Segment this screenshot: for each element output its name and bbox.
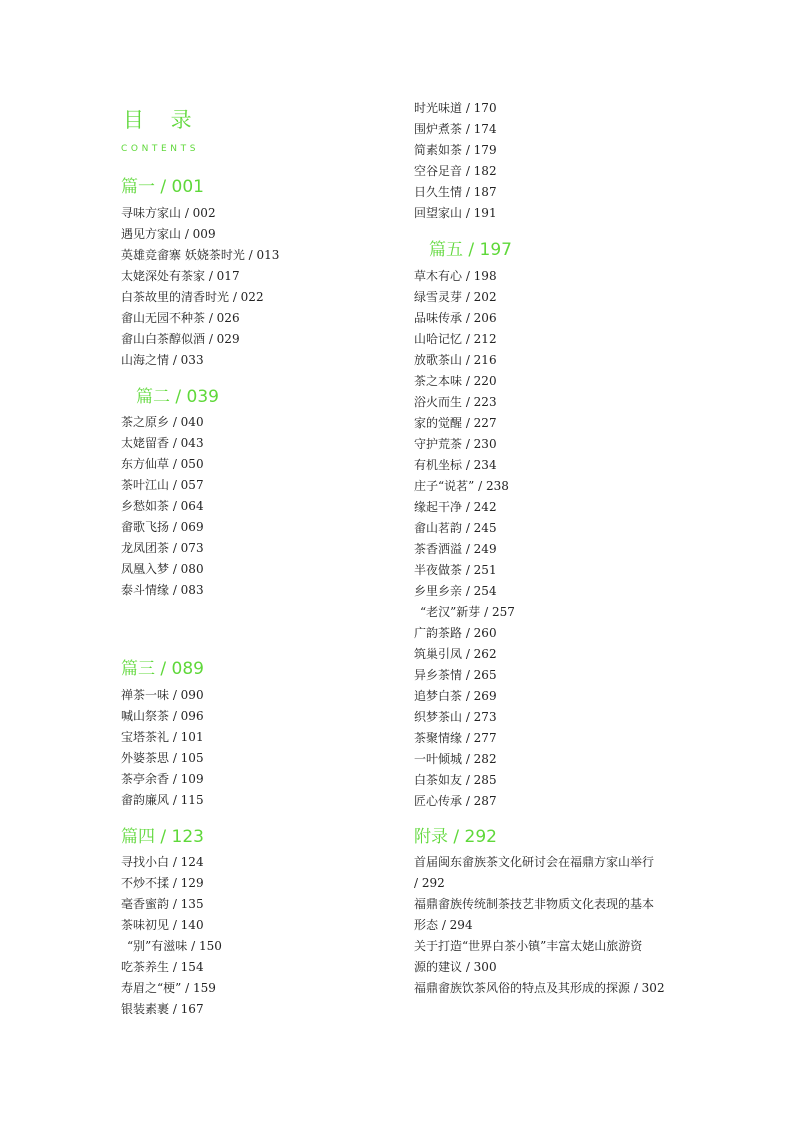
toc-entry[interactable]: 放歌茶山 / 216 [414,353,497,367]
toc-entry[interactable]: 茶叶江山 / 057 [121,478,204,492]
section-heading[interactable]: 篇四 / 123 [121,827,204,847]
section-heading[interactable]: 附录 / 292 [414,827,497,847]
toc-entry[interactable]: 茶亭余香 / 109 [121,772,204,786]
toc-entry[interactable]: 白茶如友 / 285 [414,773,497,787]
toc-entry[interactable]: 广韵茶路 / 260 [414,626,497,640]
toc-title: 目 录 [123,108,202,132]
toc-entry[interactable]: 茶聚情缘 / 277 [414,731,497,745]
toc-entry[interactable]: 简素如茶 / 179 [414,143,497,157]
section-heading[interactable]: 篇二 / 039 [136,387,219,407]
toc-entry[interactable]: 遇见方家山 / 009 [121,227,216,241]
toc-entry[interactable]: 绿雪灵芽 / 202 [414,290,497,304]
toc-entry[interactable]: 喊山祭茶 / 096 [121,709,204,723]
toc-entry[interactable]: 筑巢引凤 / 262 [414,647,497,661]
toc-entry[interactable]: 东方仙草 / 050 [121,457,204,471]
contents-label: CONTENTS [121,144,200,154]
toc-entry[interactable]: 银装素裹 / 167 [121,1002,204,1016]
section-heading[interactable]: 篇五 / 197 [429,240,512,260]
toc-entry[interactable]: 凤凰入梦 / 080 [121,562,204,576]
toc-entry[interactable]: 品味传承 / 206 [414,311,497,325]
toc-entry[interactable]: 英雄竞畲寨 妖娆茶时光 / 013 [121,248,280,262]
toc-entry[interactable]: 首届闽东畲族茶文化研讨会在福鼎方家山举行 [414,855,655,869]
toc-entry[interactable]: 不炒不揉 / 129 [121,876,204,890]
toc-entry[interactable]: 畲韵廉风 / 115 [121,793,204,807]
toc-entry[interactable]: 山哈记忆 / 212 [414,332,497,346]
toc-entry[interactable]: 畲山茗韵 / 245 [414,521,497,535]
toc-entry[interactable]: 寻味方家山 / 002 [121,206,216,220]
toc-entry[interactable]: 织梦茶山 / 273 [414,710,497,724]
toc-entry[interactable]: 守护荒茶 / 230 [414,437,497,451]
toc-entry[interactable]: 围炉煮茶 / 174 [414,122,497,136]
toc-entry[interactable]: 源的建议 / 300 [414,960,497,974]
toc-entry[interactable]: 回望家山 / 191 [414,206,497,220]
toc-entry[interactable]: 白茶故里的清香时光 / 022 [121,290,264,304]
toc-entry[interactable]: 茶之本味 / 220 [414,374,497,388]
toc-entry[interactable]: 追梦白茶 / 269 [414,689,497,703]
toc-entry[interactable]: 有机坐标 / 234 [414,458,497,472]
toc-entry[interactable]: 乡里乡亲 / 254 [414,584,497,598]
toc-entry[interactable]: 福鼎畲族饮茶风俗的特点及其形成的探源 / 302 [414,981,665,995]
toc-entry[interactable]: 山海之情 / 033 [121,353,204,367]
toc-entry[interactable]: 禅茶一味 / 090 [121,688,204,702]
toc-entry[interactable]: 太姥深处有茶家 / 017 [121,269,240,283]
toc-entry[interactable]: 泰斗情缘 / 083 [121,583,204,597]
toc-entry[interactable]: 日久生情 / 187 [414,185,497,199]
toc-entry[interactable]: 匠心传承 / 287 [414,794,497,808]
toc-entry[interactable]: 外婆茶思 / 105 [121,751,204,765]
toc-entry[interactable]: 缘起干净 / 242 [414,500,497,514]
toc-entry[interactable]: 宝塔茶礼 / 101 [121,730,204,744]
section-heading[interactable]: 篇一 / 001 [121,177,204,197]
toc-entry[interactable]: “老汉”新芽 / 257 [420,605,515,619]
toc-entry[interactable]: 太姥留香 / 043 [121,436,204,450]
toc-entry[interactable]: 时光味道 / 170 [414,101,497,115]
toc-entry[interactable]: 毫香蜜韵 / 135 [121,897,204,911]
toc-entry[interactable]: 关于打造“世界白茶小镇”丰富太姥山旅游资 [414,939,643,953]
toc-entry[interactable]: / 292 [414,876,445,890]
toc-entry[interactable]: 草木有心 / 198 [414,269,497,283]
toc-entry[interactable]: 茶香洒溢 / 249 [414,542,497,556]
toc-entry[interactable]: 一叶倾城 / 282 [414,752,497,766]
toc-entry[interactable]: 龙凤团茶 / 073 [121,541,204,555]
toc-entry[interactable]: 半夜做茶 / 251 [414,563,497,577]
toc-entry[interactable]: 畲山无园不种茶 / 026 [121,311,240,325]
toc-entry[interactable]: 浴火而生 / 223 [414,395,497,409]
toc-entry[interactable]: 畲歌飞扬 / 069 [121,520,204,534]
toc-entry[interactable]: 空谷足音 / 182 [414,164,497,178]
toc-entry[interactable]: 庄子“说茗” / 238 [414,479,509,493]
toc-entry[interactable]: 寻找小白 / 124 [121,855,204,869]
toc-entry[interactable]: 畲山白茶醇似酒 / 029 [121,332,240,346]
toc-entry[interactable]: 福鼎畲族传统制茶技艺非物质文化表现的基本 [414,897,655,911]
toc-entry[interactable]: 茶之原乡 / 040 [121,415,204,429]
toc-entry[interactable]: 寿眉之“梗” / 159 [121,981,216,995]
toc-entry[interactable]: 乡愁如茶 / 064 [121,499,204,513]
toc-entry[interactable]: 吃茶养生 / 154 [121,960,204,974]
toc-entry[interactable]: 异乡茶情 / 265 [414,668,497,682]
toc-entry[interactable]: “别”有滋味 / 150 [127,939,222,953]
toc-entry[interactable]: 茶味初见 / 140 [121,918,204,932]
toc-entry[interactable]: 形态 / 294 [414,918,473,932]
toc-entry[interactable]: 家的觉醒 / 227 [414,416,497,430]
section-heading[interactable]: 篇三 / 089 [121,659,204,679]
